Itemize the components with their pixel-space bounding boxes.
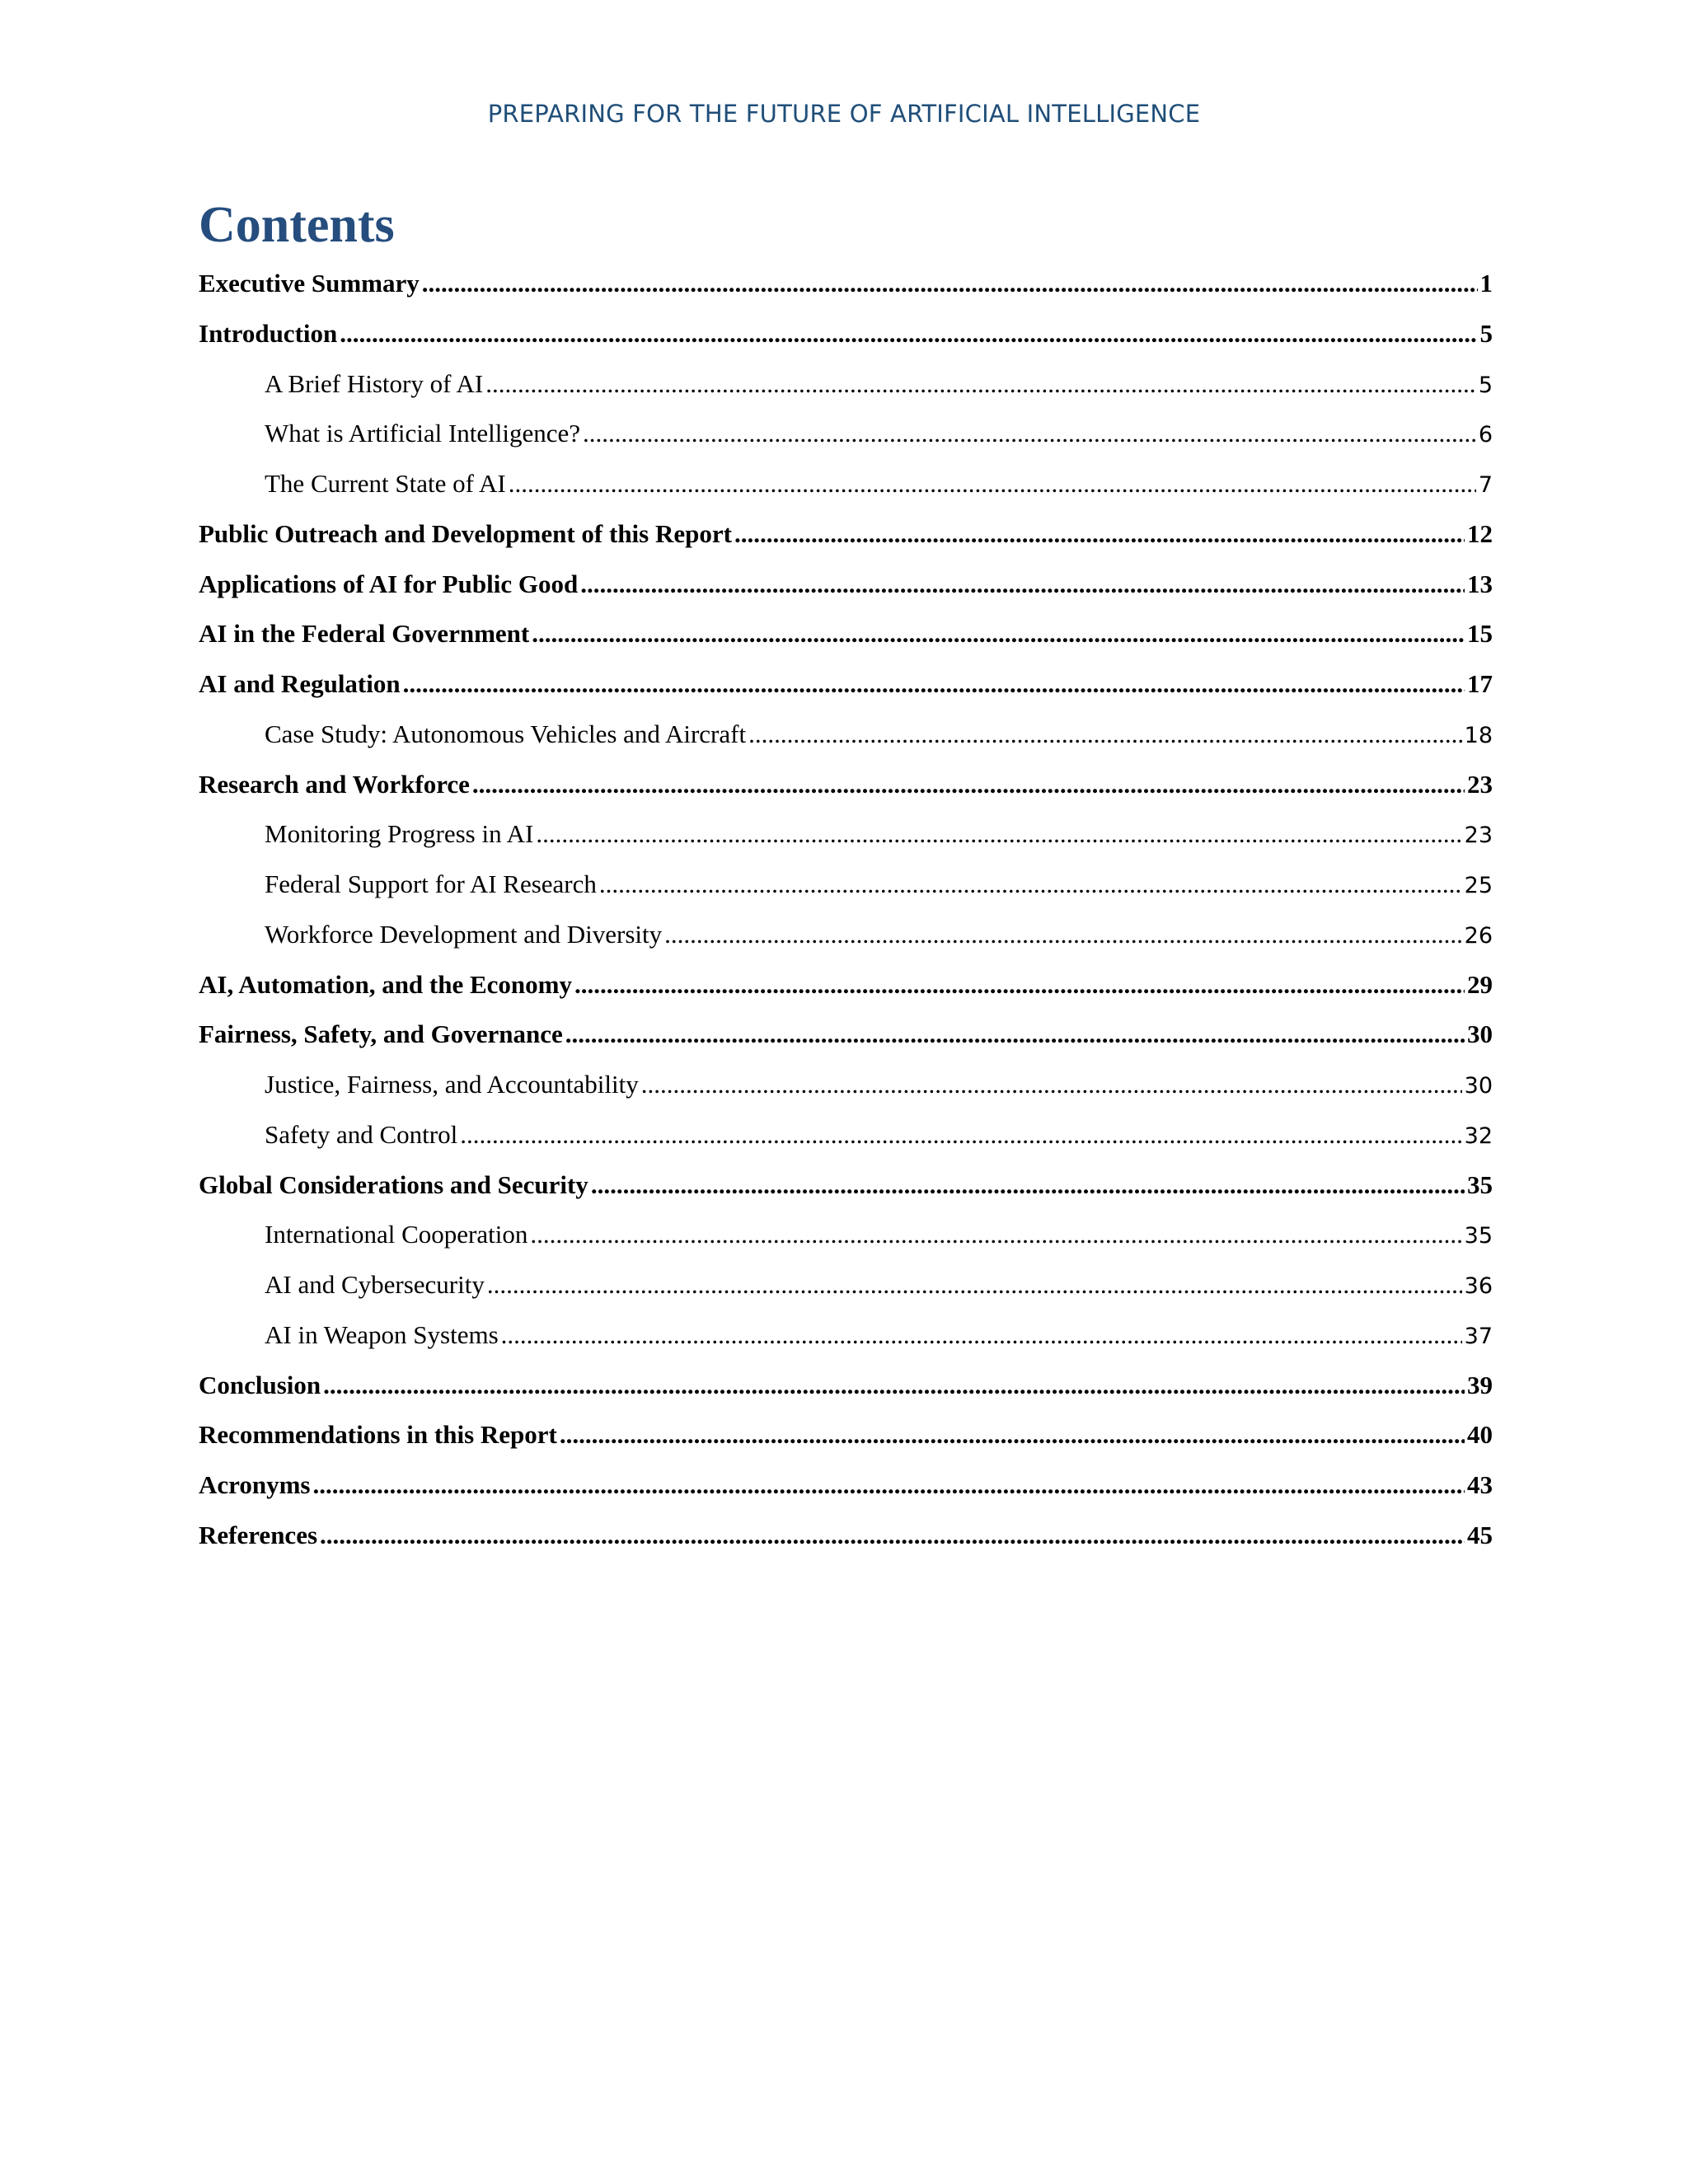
toc-dot-leader: [403, 669, 1465, 699]
toc-subsection-entry[interactable]: [199, 1220, 1493, 1270]
toc-dot-leader: [323, 1371, 1465, 1400]
toc-section-entry[interactable]: [199, 1521, 1493, 1571]
toc-dot-leader: [599, 869, 1462, 899]
toc-entry-title: Research and Workforce: [199, 769, 470, 799]
toc-dot-leader: [565, 1019, 1465, 1049]
toc-subsection-entry[interactable]: [199, 1320, 1493, 1371]
contents-heading: Contents: [199, 197, 395, 253]
toc-subsection-entry[interactable]: [199, 869, 1493, 920]
toc-entry-title: Applications of AI for Public Good: [199, 569, 579, 598]
toc-subsection-entry[interactable]: [199, 719, 1493, 770]
toc-dot-leader: [641, 1070, 1462, 1099]
toc-entry-title: Workforce Development and Diversity: [265, 919, 663, 949]
toc-section-entry[interactable]: [199, 1371, 1493, 1421]
toc-dot-leader: [509, 469, 1476, 499]
toc-entry-title: Justice, Fairness, and Accountability: [265, 1070, 639, 1099]
toc-entry-title: Introduction: [199, 318, 338, 348]
toc-page-number: 37: [1464, 1323, 1493, 1349]
toc-entry-title: Fairness, Safety, and Governance: [199, 1019, 563, 1049]
toc-entry-title: AI and Cybersecurity: [265, 1270, 485, 1299]
toc-section-entry[interactable]: [199, 970, 1493, 1020]
toc-subsection-entry[interactable]: [199, 1070, 1493, 1120]
toc-subsection-entry[interactable]: [199, 369, 1493, 419]
toc-section-entry[interactable]: [199, 1420, 1493, 1470]
toc-page-number: 5: [1478, 372, 1493, 398]
toc-entry-title: Monitoring Progress in AI: [265, 819, 534, 849]
toc-dot-leader: [664, 920, 1461, 949]
toc-page-number: 23: [1467, 769, 1493, 799]
toc-page-number: 32: [1464, 1122, 1493, 1149]
toc-entry-title: Public Outreach and Development of this Report: [199, 518, 732, 548]
toc-dot-leader: [472, 770, 1465, 799]
toc-subsection-entry[interactable]: [199, 920, 1493, 970]
toc-entry-title: Conclusion: [199, 1370, 321, 1399]
toc-dot-leader: [748, 719, 1462, 749]
toc-section-entry[interactable]: [199, 1019, 1493, 1070]
toc-entry-title: What is Artificial Intelligence?: [265, 419, 581, 448]
toc-page-number: 30: [1467, 1019, 1493, 1049]
toc-page-number: 40: [1467, 1420, 1493, 1450]
toc-page-number: 1: [1479, 269, 1493, 298]
toc-page-number: 30: [1464, 1073, 1493, 1099]
toc-dot-leader: [320, 1521, 1465, 1550]
toc-dot-leader: [312, 1470, 1465, 1500]
toc-entry-title: Case Study: Autonomous Vehicles and Aircraft: [265, 719, 747, 748]
toc-section-entry[interactable]: [199, 1170, 1493, 1221]
toc-entry-title: International Cooperation: [265, 1220, 528, 1249]
toc-section-entry[interactable]: [199, 269, 1493, 319]
toc-page-number: 7: [1478, 472, 1493, 498]
toc-page-number: 36: [1464, 1273, 1493, 1299]
toc-page-number: 15: [1467, 619, 1493, 649]
toc-section-entry[interactable]: [199, 519, 1493, 569]
toc-page-number: 18: [1464, 722, 1493, 748]
toc-dot-leader: [734, 519, 1465, 549]
toc-entry-title: References: [199, 1520, 318, 1549]
toc-dot-leader: [422, 269, 1478, 298]
table-of-contents: [199, 269, 1493, 1571]
toc-page-number: 12: [1467, 518, 1493, 548]
toc-page-number: 35: [1467, 1169, 1493, 1199]
toc-entry-title: AI, Automation, and the Economy: [199, 969, 572, 999]
running-header: PREPARING FOR THE FUTURE OF ARTIFICIAL INTELLIGENCE: [487, 100, 1201, 128]
toc-subsection-entry[interactable]: [199, 1120, 1493, 1170]
toc-dot-leader: [501, 1320, 1462, 1350]
toc-page-number: 26: [1464, 922, 1493, 949]
toc-entry-title: Recommendations in this Report: [199, 1420, 557, 1450]
toc-entry-title: AI in the Federal Government: [199, 619, 530, 649]
toc-page-number: 23: [1464, 823, 1493, 849]
toc-entry-title: AI and Regulation: [199, 669, 401, 698]
toc-section-entry[interactable]: [199, 1470, 1493, 1521]
toc-dot-leader: [574, 970, 1465, 1000]
toc-dot-leader: [583, 419, 1476, 448]
toc-dot-leader: [591, 1170, 1465, 1200]
toc-dot-leader: [487, 1270, 1462, 1300]
toc-page-number: 13: [1467, 569, 1493, 598]
toc-dot-leader: [340, 319, 1477, 349]
toc-entry-title: Acronyms: [199, 1470, 311, 1499]
toc-dot-leader: [485, 369, 1476, 399]
toc-dot-leader: [536, 819, 1461, 849]
toc-entry-title: Federal Support for AI Research: [265, 869, 597, 898]
toc-dot-leader: [530, 1220, 1461, 1249]
toc-page-number: 25: [1464, 873, 1493, 898]
toc-entry-title: Safety and Control: [265, 1119, 458, 1149]
toc-page-number: 29: [1467, 969, 1493, 999]
toc-page-number: 39: [1467, 1370, 1493, 1399]
toc-page-number: 5: [1479, 318, 1493, 348]
toc-section-entry[interactable]: [199, 569, 1493, 620]
toc-section-entry[interactable]: [199, 319, 1493, 369]
toc-section-entry[interactable]: [199, 619, 1493, 669]
toc-subsection-entry[interactable]: [199, 819, 1493, 869]
toc-dot-leader: [532, 619, 1465, 649]
toc-section-entry[interactable]: [199, 669, 1493, 719]
toc-dot-leader: [580, 569, 1465, 599]
toc-section-entry[interactable]: [199, 770, 1493, 820]
toc-entry-title: A Brief History of AI: [265, 368, 484, 398]
toc-page-number: 45: [1467, 1520, 1493, 1549]
toc-subsection-entry[interactable]: [199, 469, 1493, 519]
toc-page-number: 6: [1478, 422, 1493, 448]
toc-page-number: 35: [1464, 1223, 1493, 1249]
toc-dot-leader: [560, 1420, 1465, 1450]
toc-page-number: 43: [1467, 1470, 1493, 1499]
toc-dot-leader: [460, 1120, 1461, 1150]
toc-entry-title: The Current State of AI: [265, 469, 506, 498]
toc-subsection-entry[interactable]: [199, 419, 1493, 469]
toc-page-number: 17: [1467, 669, 1493, 698]
toc-entry-title: Global Considerations and Security: [199, 1169, 588, 1199]
toc-entry-title: AI in Weapon Systems: [265, 1319, 499, 1349]
toc-subsection-entry[interactable]: [199, 1270, 1493, 1320]
toc-entry-title: Executive Summary: [199, 269, 420, 298]
